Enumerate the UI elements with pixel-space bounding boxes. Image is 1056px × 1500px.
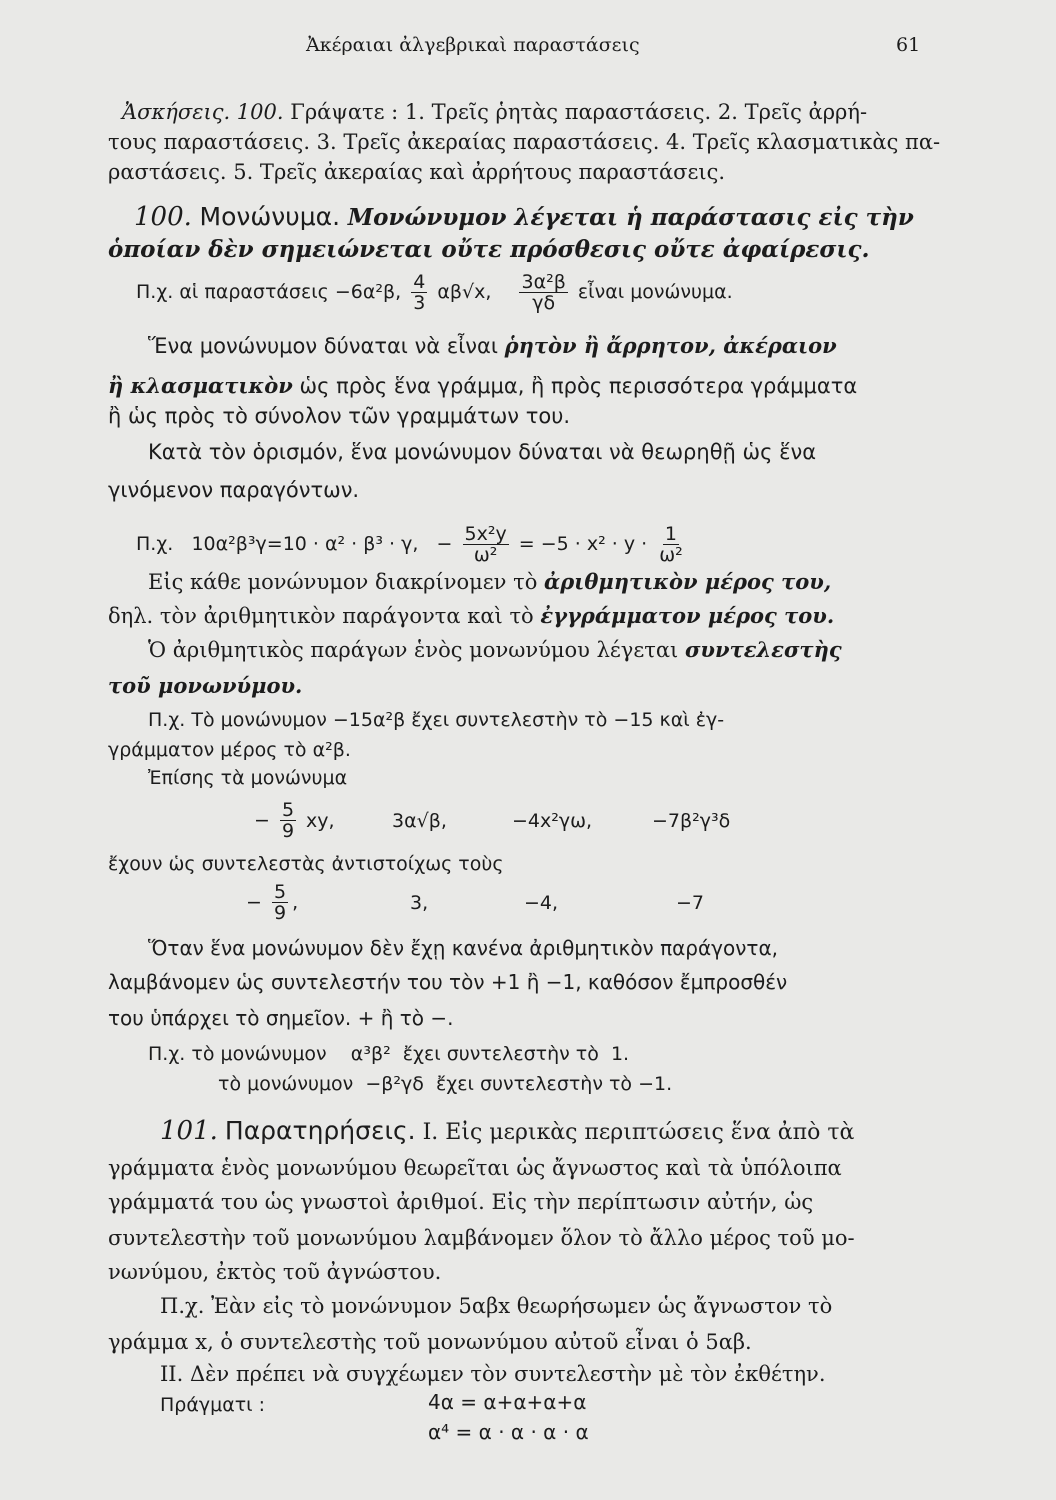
- section-number: 101.: [160, 1116, 218, 1146]
- coefficient-3: −7: [676, 892, 705, 914]
- example-2: Π.χ. 10α²β³γ=10 · α² · β³ · γ, − $\frac{\text{5x²y}}{\text{ω²}}$ = −5 · x² · y · $\frac{1}{\text{ω²}}$: [136, 523, 683, 566]
- exercises-line-1: Ἀσκήσεις. 100. Γράψατε : 1. Τρεῖς ῥητὰς παραστάσεις. 2. Τρεῖς ἀρρή-: [122, 100, 868, 124]
- section-101-line-3: γράμματά του ὡς γνωστοὶ ἀριθμοί. Εἰς τὴν περίπτωσιν αὐτήν, ὡς: [108, 1190, 814, 1214]
- fraction: $\frac{4}{3}$: [413, 271, 426, 314]
- section-101-line-2: γράμματα ἑνὸς μονωνύμου θεωρεῖται ὡς ἄγνωστος καὶ τὰ ὑπόλοιπα: [108, 1156, 842, 1180]
- paragraph-1-line-1: Ἕνα μονώνυμον δύναται νὰ εἶναι ῥητὸν ἢ ἄρρητον, ἀκέραιον: [148, 333, 837, 358]
- exercises-line-3: ραστάσεις. 5. Τρεῖς ἀκεραίας καὶ ἀρρήτους παραστάσεις.: [108, 160, 726, 184]
- paragraph-3-line-2: δηλ. τὸν ἀριθμητικὸν παράγοντα καὶ τὸ ἐγγράμματον μέρος του.: [108, 603, 835, 628]
- section-101-line-4: συντελεστὴν τοῦ μονωνύμου λαμβάνομεν ὅλον τὸ ἄλλο μέρος τοῦ μο-: [108, 1226, 855, 1250]
- paragraph-4-line-2: τοῦ μονωνύμου.: [108, 673, 303, 698]
- example-3-line-1: Π.χ. Τὸ μονώνυμον −15α²β ἔχει συντελεστὴν τὸ −15 καὶ ἐγ-: [148, 709, 725, 731]
- monomial-1: xy,: [306, 810, 335, 832]
- section-101-example-line-2: γράμμα x, ὁ συντελεστὴς τοῦ μονωνύμου αὐτοῦ εἶναι ὁ 5αβ.: [108, 1330, 752, 1354]
- fraction: $\frac{5}{9}$: [281, 799, 295, 842]
- equation-1: 4α = α+α+α+α: [428, 1390, 587, 1414]
- equation-2: α⁴ = α · α · α · α: [428, 1420, 589, 1444]
- example-1: Π.χ. αἱ παραστάσεις −6α²β, $\frac{4}{3}$ αβ√x, $\frac{\text{3α²β}}{\gamma\delta}$ εἶναι μονώνυμα.: [136, 271, 733, 314]
- fraction: $\frac{1}{\text{ω²}}$: [659, 523, 683, 566]
- section-title: Μονώνυμα.: [199, 202, 341, 231]
- paragraph-3-line-1: Εἰς κάθε μονώνυμον διακρίνομεν τὸ ἀριθμητικὸν μέρος του,: [148, 569, 832, 594]
- paragraph-5: Ἐπίσης τὰ μονώνυμα: [148, 767, 348, 789]
- section-101-note-ii: II. Δὲν πρέπει νὰ συγχέωμεν τὸν συντελεστὴν μὲ τὸν ἐκθέτην.: [160, 1362, 826, 1386]
- example-4-line-2: τὸ μονώνυμον −β²γδ ἔχει συντελεστὴν τὸ −1.: [218, 1073, 673, 1095]
- section-title: Παρατηρήσεις.: [224, 1116, 416, 1145]
- fraction: $\frac{\text{5x²y}}{\text{ω²}}$: [464, 523, 507, 566]
- paragraph-2-line-2: γινόμενον παραγόντων.: [108, 478, 360, 502]
- monomial-3: −4x²γω,: [512, 810, 593, 832]
- section-101-heading: 101. Παρατηρήσεις. I. Εἰς μερικὰς περιπτώσεις ἕνα ἀπὸ τὰ: [160, 1116, 855, 1146]
- coefficient-2: −4,: [524, 892, 559, 914]
- definition-continued: ὁποίαν δὲν σημειώνεται οὔτε πρόσθεσις οὔτε ἀφαίρεσις.: [108, 236, 870, 263]
- exercises-label: Ἀσκήσεις. 100.: [122, 100, 284, 124]
- example-3-line-2: γράμματον μέρος τὸ α²β.: [108, 739, 351, 761]
- page-number: 61: [896, 34, 921, 56]
- monomial-list-1: − $\frac{5}{9}$: [254, 799, 295, 842]
- paragraph-6: ἔχουν ὡς συντελεστὰς ἀντιστοίχως τοὺς: [108, 853, 504, 875]
- coefficient-fraction: − $\frac{5}{9}$ ,: [246, 881, 299, 924]
- coefficient-1: 3,: [410, 892, 429, 914]
- pragmati-label: Πράγματι :: [160, 1394, 266, 1416]
- section-100-heading: [134, 202, 914, 232]
- running-header: Ἀκέραιαι ἀλγεβρικαὶ παραστάσεις: [306, 34, 640, 56]
- exercises-line-2: τους παραστάσεις. 3. Τρεῖς ἀκεραίας παραστάσεις. 4. Τρεῖς κλασματικὰς πα-: [108, 130, 941, 154]
- monomial-4: −7β²γ³δ: [652, 810, 731, 832]
- paragraph-7-line-3: του ὑπάρχει τὸ σημεῖον. + ἢ τὸ −.: [108, 1006, 454, 1030]
- monomial-2: 3α√β,: [392, 810, 447, 832]
- definition: Μονώνυμον λέγεται ἡ παράστασις εἰς τὴν: [347, 204, 914, 231]
- example-4-line-1: Π.χ. τὸ μονώνυμον α³β² ἔχει συντελεστὴν τὸ 1.: [148, 1043, 630, 1065]
- paragraph-1-line-2: ἢ κλασματικὸν ὡς πρὸς ἕνα γράμμα, ἢ πρὸς περισσότερα γράμματα: [108, 373, 858, 398]
- paragraph-7-line-2: λαμβάνομεν ὡς συντελεστήν του τὸν +1 ἢ −1, καθόσον ἔμπροσθέν: [108, 970, 788, 994]
- fraction: $\frac{5}{9}$: [273, 881, 287, 924]
- section-101-example-line-1: Π.χ. Ἐὰν εἰς τὸ μονώνυμον 5αβx θεωρήσωμεν ὡς ἄγνωστον τὸ: [160, 1294, 833, 1318]
- paragraph-4-line-1: Ὁ ἀριθμητικὸς παράγων ἑνὸς μονωνύμου λέγεται συντελεστὴς: [148, 637, 842, 662]
- paragraph-2-line-1: Κατὰ τὸν ὁρισμόν, ἕνα μονώνυμον δύναται νὰ θεωρηθῇ ὡς ἕνα: [148, 440, 817, 464]
- section-101-line-5: νωνύμου, ἐκτὸς τοῦ ἀγνώστου.: [108, 1260, 442, 1284]
- fraction: $\frac{\text{3α²β}}{\gamma\delta}$: [521, 271, 566, 314]
- paragraph-7-line-1: Ὅταν ἕνα μονώνυμον δὲν ἔχῃ κανένα ἀριθμητικὸν παράγοντα,: [148, 936, 779, 960]
- section-number: 100.: [134, 202, 192, 232]
- paragraph-1-line-3: ἢ ὡς πρὸς τὸ σύνολον τῶν γραμμάτων του.: [108, 404, 571, 428]
